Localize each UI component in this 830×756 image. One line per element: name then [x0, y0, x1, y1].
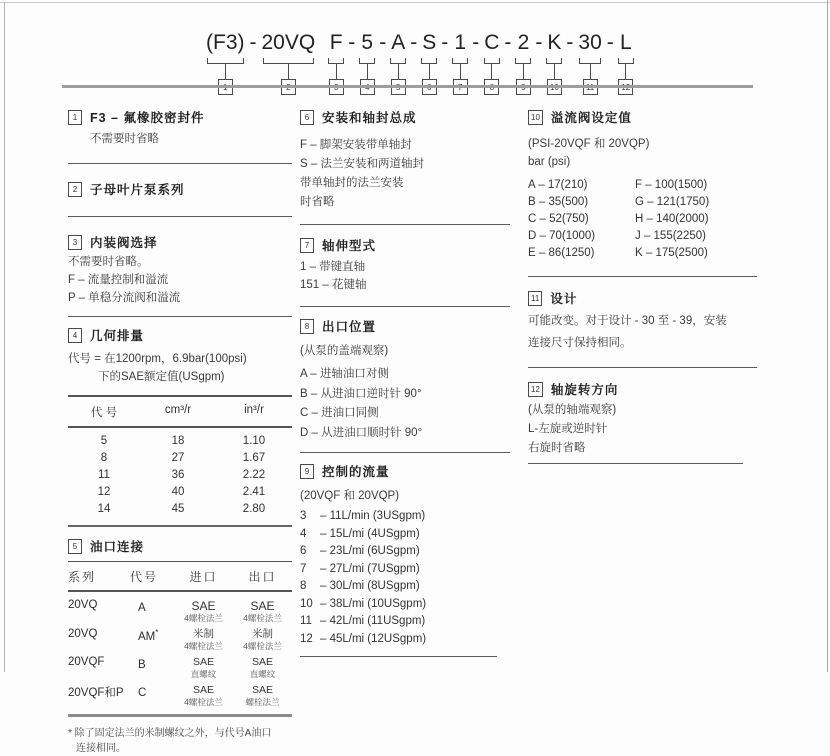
cell-inlet: SAE 4螺栓法兰 [184, 599, 223, 623]
section-7-line: 1 – 带键直轴 [300, 261, 366, 273]
section-8-subtitle: (从泵的盖端观察) [300, 345, 389, 357]
section-divider [68, 216, 292, 217]
section-12-line: 右旋时省略 [528, 442, 586, 454]
cell-code: 8 [100, 452, 108, 464]
code-text: 2 [517, 31, 530, 54]
code-text: C [484, 31, 500, 54]
section-11-number: 11 [528, 291, 542, 306]
code-stem [225, 64, 226, 79]
section-divider [528, 367, 757, 368]
table-row [68, 628, 292, 652]
section-7-number: 7 [300, 238, 314, 253]
cell-outlet: SAE 直螺纹 [249, 656, 276, 679]
section-11-title: 设计 [550, 292, 578, 306]
section-7-line: 151 – 花键轴 [300, 279, 367, 291]
code-separator: - [410, 31, 418, 54]
port-table-footnote [68, 726, 292, 756]
section-5-number: 5 [68, 539, 82, 554]
cell-code: 14 [97, 503, 111, 515]
column-header: 系列 [68, 570, 97, 584]
section-10-number: 10 [528, 110, 543, 125]
section-6-line: 时省略 [300, 196, 335, 208]
table-row [68, 484, 292, 501]
code-stem [398, 64, 399, 79]
section-6-title: 安装和轴封总成 [322, 111, 417, 125]
section-12 [528, 380, 757, 458]
cell-code: AM* [138, 628, 159, 643]
section-12-line: L-左旋或逆时针 [528, 423, 608, 435]
cell-cm3r: 27 [171, 452, 185, 464]
column-header: 出口 [248, 570, 277, 584]
port-table-header [68, 562, 292, 592]
section-11-line: 连接尺寸保持相同。 [528, 337, 632, 349]
section-6-line: 带单轴封的法兰安装 [300, 177, 404, 189]
relief-setting: D – 70(1000) J – 155(2250) [528, 230, 706, 242]
flow-option: 4 – 15L/mi (4USgpm) [300, 527, 420, 540]
code-text: 1 [454, 31, 467, 54]
column-header: in³/r [244, 404, 264, 416]
code-text: L [619, 31, 632, 54]
code-separator: - [504, 31, 512, 54]
section-4 [68, 326, 292, 527]
section-8-line: A – 进轴油口对侧 [300, 368, 389, 380]
section-4-line: 代号 = 在1200rpm，6.9bar(100psi) [68, 353, 247, 365]
section-8-title: 出口位置 [322, 320, 377, 334]
code-separator: - [472, 31, 480, 54]
code-text: A [391, 31, 406, 54]
code-separator: - [379, 31, 387, 54]
table-row [68, 450, 292, 467]
code-stem [336, 64, 337, 79]
section-divider [300, 656, 497, 657]
section-3-line: F – 流量控制和溢流 [68, 274, 169, 286]
section-2-title: 子母叶片泵系列 [90, 183, 185, 197]
section-8-line: C – 进油口同侧 [300, 407, 379, 419]
code-text: F [329, 31, 343, 54]
port-connection-table [68, 561, 292, 717]
cell-code: C [138, 686, 147, 699]
code-stem [288, 64, 289, 79]
page-border-top [0, 2, 830, 3]
flow-option: 12 – 45L/mi (12USgpm) [300, 632, 427, 645]
code-text: K [547, 31, 562, 54]
section-3-title: 内装阀选择 [90, 236, 158, 250]
section-12-line: (从泵的轴端观察) [528, 404, 617, 416]
header-divider [62, 85, 753, 88]
section-6-number: 6 [300, 110, 314, 125]
section-10 [528, 108, 757, 262]
section-10-title: 溢流阀设定值 [550, 111, 632, 125]
code-stem [523, 64, 524, 79]
relief-setting: B – 35(500) G – 121(1750) [528, 196, 710, 208]
cell-series: 20VQF和P [68, 687, 124, 699]
section-9-title: 控制的流量 [322, 465, 390, 479]
section-6-line: S – 法兰安装和两道轴封 [300, 158, 424, 170]
code-stem [554, 64, 555, 79]
table-row [68, 684, 292, 708]
section-6-line: F – 脚架安装带单轴封 [300, 139, 412, 151]
section-8-number: 8 [300, 319, 314, 334]
section-1 [68, 108, 292, 148]
flow-option: 10 – 38L/mi (10USgpm) [300, 597, 427, 610]
code-text: 20VQ [261, 31, 316, 54]
section-12-number: 12 [528, 382, 543, 397]
cell-series: 20VQF [68, 656, 105, 668]
section-6 [300, 108, 510, 212]
flow-option: 11 – 42L/mi (11USgpm) [300, 615, 426, 627]
code-text: 30 [578, 31, 602, 54]
section-4-line: 下的SAE额定值(USgpm) [98, 371, 225, 383]
code-separator: - [348, 31, 356, 54]
flow-option: 7 – 27L/mi (7USgpm) [300, 562, 420, 575]
table-row [68, 467, 292, 484]
cell-in3r: 2.41 [242, 486, 266, 498]
relief-setting: A – 17(210) F – 100(1500) [528, 179, 708, 191]
table-row [68, 433, 292, 450]
section-5 [68, 537, 292, 756]
section-9-subtitle: (20VQF 和 20VQP) [300, 490, 400, 502]
section-7 [300, 236, 510, 294]
table-row [68, 501, 292, 518]
page-border-left [4, 2, 5, 672]
section-2 [68, 180, 292, 198]
section-divider [300, 224, 510, 225]
code-separator: - [566, 31, 574, 54]
section-3 [68, 233, 292, 307]
code-separator: - [441, 31, 449, 54]
section-divider [528, 276, 757, 277]
relief-setting: E – 86(1250) K – 175(2500) [528, 247, 708, 259]
section-7-title: 轴伸型式 [322, 239, 377, 253]
cell-cm3r: 40 [171, 486, 185, 498]
section-3-line: P – 单稳分流阀和溢流 [68, 292, 181, 304]
section-3-line: 不需要时省略。 [68, 256, 149, 268]
code-separator: - [535, 31, 543, 54]
section-2-number: 2 [68, 182, 82, 197]
column-header: 代 号 [90, 407, 118, 419]
section-10-subtitle: (PSI-20VQF 和 20VQP) [528, 138, 650, 150]
cell-code: 5 [100, 435, 108, 447]
middle-column [300, 108, 510, 657]
section-3-number: 3 [68, 235, 82, 250]
code-stem [460, 64, 461, 79]
cell-in3r: 1.67 [242, 452, 266, 464]
section-8-line: B – 从进油口逆时针 90° [300, 387, 422, 400]
section-divider [300, 452, 510, 453]
cell-cm3r: 45 [171, 503, 185, 515]
cell-inlet: SAE 4螺栓法兰 [184, 684, 223, 707]
section-8 [300, 317, 510, 443]
cell-code: 12 [97, 486, 111, 498]
cell-inlet: SAE 直螺纹 [190, 656, 217, 679]
code-stem [367, 64, 368, 79]
section-8-line: D – 从进油口顺时针 90° [300, 426, 423, 439]
code-stem [625, 64, 626, 79]
cell-cm3r: 36 [171, 469, 185, 481]
cell-series: 20VQ [68, 628, 98, 640]
cell-code: B [138, 658, 146, 671]
section-divider [528, 463, 743, 464]
section-1-title: F3 – 氟橡胶密封件 [90, 111, 205, 125]
cell-inlet: 米制 4螺栓法兰 [184, 628, 223, 651]
cell-series: 20VQ [68, 599, 98, 611]
section-divider [300, 306, 510, 307]
table-row [68, 599, 292, 624]
section-4-title: 几何排量 [90, 329, 145, 343]
section-divider [68, 163, 292, 164]
column-header: 代号 [130, 570, 159, 584]
footnote-line: * 除了固定法兰的米制螺纹之外，与代号A油口 [68, 728, 272, 739]
code-stem [590, 64, 591, 79]
section-11 [528, 289, 757, 354]
code-text: S [422, 31, 437, 54]
section-4-number: 4 [68, 328, 82, 343]
cell-code: 11 [98, 469, 110, 481]
cell-code: A [138, 601, 146, 614]
left-column [68, 108, 292, 756]
cell-outlet: SAE 螺栓法兰 [245, 684, 280, 707]
flow-option: 8 – 30L/mi (8USgpm) [300, 580, 420, 592]
cell-in3r: 2.80 [242, 503, 266, 515]
section-divider [68, 316, 292, 317]
footnote-line: 连接相同。 [76, 743, 126, 754]
relief-setting: C – 52(750) H – 140(2000) [528, 213, 709, 225]
table-row [68, 656, 292, 680]
section-12-title: 轴旋转方向 [550, 383, 619, 397]
section-5-title: 油口连接 [90, 540, 145, 554]
section-1-number: 1 [68, 110, 82, 125]
right-column [528, 108, 757, 464]
flow-option: 3 – 11L/min (3USgpm) [300, 510, 426, 522]
column-header: 进口 [189, 570, 218, 584]
displacement-table-header [68, 397, 292, 428]
section-11-line: 可能改变。对于设计 - 30 至 - 39，安装 [528, 315, 727, 327]
section-1-note: 不需要时省略 [90, 133, 159, 145]
page-border-right [827, 0, 828, 672]
code-separator: - [249, 31, 257, 54]
code-stem [491, 64, 492, 79]
cell-outlet: SAE 4螺栓法兰 [243, 599, 282, 623]
cell-outlet: 米制 4螺栓法兰 [243, 628, 282, 651]
cell-cm3r: 18 [171, 435, 185, 447]
code-stem [429, 64, 430, 79]
code-separator: - [606, 31, 614, 54]
column-header: cm³/r [164, 404, 192, 416]
flow-option: 6 – 23L/mi (6USgpm) [300, 545, 420, 557]
cell-in3r: 2.22 [242, 469, 266, 481]
section-9 [300, 462, 510, 648]
code-text: (F3) [206, 31, 245, 54]
code-text: 5 [361, 31, 374, 54]
cell-in3r: 1.10 [242, 435, 266, 447]
section-9-number: 9 [300, 464, 314, 479]
displacement-table [68, 395, 292, 527]
section-10-subtitle: bar (psi) [528, 156, 571, 168]
